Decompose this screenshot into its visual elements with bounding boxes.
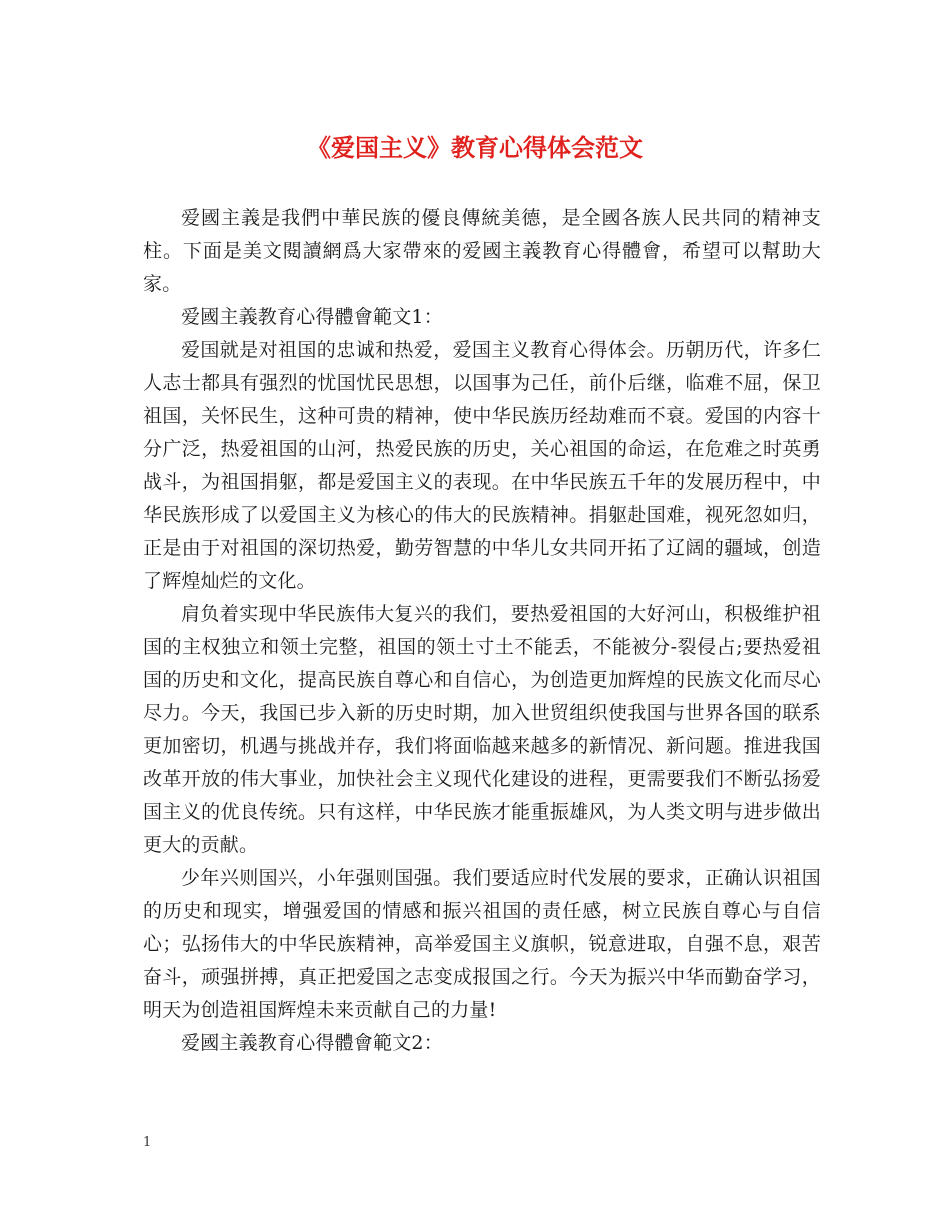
paragraph-3: 少年兴则国兴，小年强则国强。我们要适应时代发展的要求，正确认识祖国的历史和现实，增强爱国的情感和振兴祖国的责任感，树立民族自尊心与自信心；弘扬伟大的中华民族精神，高举爱国主义旗帜，锐意进取，自强不息，艰苦奋斗，顽强拼搏，真正把爱国之志变成报国之行。今天为振兴中华而勤奋学习，明天为创造祖国辉煌未来贡献自己的力量! (143, 867, 821, 1021)
document-title: 《爱国主义》教育心得体会范文 (307, 133, 643, 162)
section-heading-1: 爱國主義教育心得體會範文1： (181, 306, 443, 328)
section-heading-2: 爱國主義教育心得體會範文2： (181, 1032, 443, 1054)
page-number: 1 (143, 1135, 152, 1150)
paragraph-2: 肩负着实现中华民族伟大复兴的我们，要热爱祖国的大好河山，积极维护祖国的主权独立和领土完整，祖国的领土寸土不能丢，不能被分-裂侵占;要热爱祖国的历史和文化，提高民族自尊心和自信心，为创造更加辉煌的民族文化而尽心尽力。今天，我国已步入新的历史时期，加入世贸组织使我国与世界各国的联系更加密切，机遇与挑战并存，我们将面临越来越多的新情况、新问题。推进我国改革开放的伟大事业，加快社会主义现代化建设的进程，更需要我们不断弘扬爱国主义的优良传统。只有这样，中华民族才能重振雄风，为人类文明与进步做出更大的贡献。 (143, 603, 821, 856)
paragraph-1: 爱国就是对祖国的忠诚和热爱，爱国主义教育心得体会。历朝历代，许多仁人志士都具有强烈的忧国忧民思想，以国事为己任，前仆后继，临难不屈，保卫祖国，关怀民生，这种可贵的精神，使中华民族历经劫难而不衰。爱国的内容十分广泛，热爱祖国的山河，热爱民族的历史，关心祖国的命运，在危难之时英勇战斗，为祖国捐躯，都是爱国主义的表现。在中华民族五千年的发展历程中，中华民族形成了以爱国主义为核心的伟大的民族精神。捐躯赴国难，视死忽如归，正是由于对祖国的深切热爱，勤劳智慧的中华儿女共同开拓了辽阔的疆域，创造了辉煌灿烂的文化。 (143, 339, 821, 592)
paragraph-intro: 爱國主義是我們中華民族的優良傳統美德，是全國各族人民共同的精神支柱。下面是美文閱讀網爲大家帶來的爱國主義教育心得體會，希望可以幫助大家。 (143, 207, 821, 295)
document-body (143, 202, 821, 1060)
